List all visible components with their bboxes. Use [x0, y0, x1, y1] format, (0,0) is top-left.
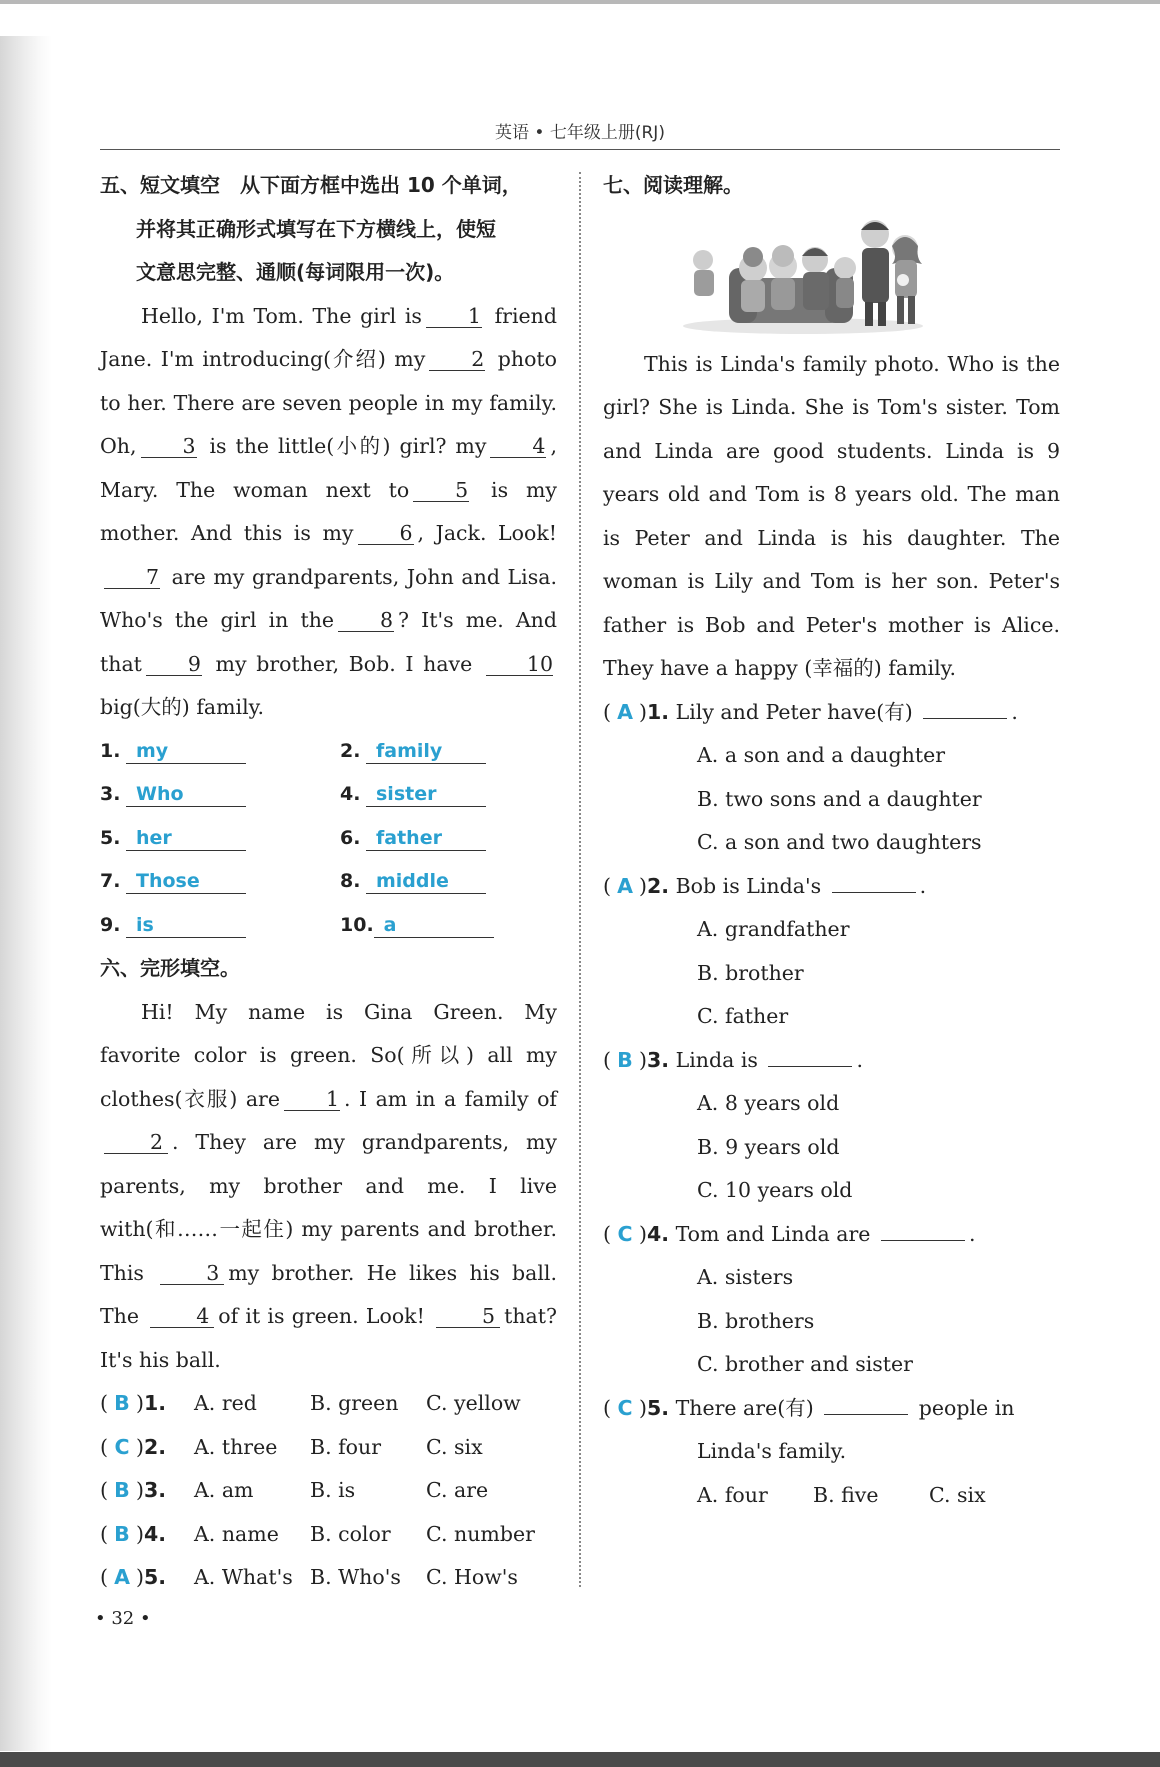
blank [923, 718, 1007, 719]
answer-field[interactable]: Who [126, 782, 246, 807]
reading-questions [603, 691, 1060, 1518]
option-b[interactable]: B. brothers [697, 1308, 815, 1333]
question-stem: ( C )5. There are(有) people in [603, 1387, 1060, 1431]
option-c[interactable]: C. number [426, 1521, 535, 1546]
blank: 1 [284, 1088, 340, 1111]
option-b[interactable]: B. five [813, 1482, 879, 1507]
answer-item: 7. Those [100, 860, 340, 904]
option-b[interactable]: B. color [310, 1521, 391, 1546]
header-rule [100, 149, 1060, 150]
option-a[interactable]: A. sisters [697, 1265, 794, 1289]
option-b[interactable]: B. 9 years old [697, 1134, 840, 1159]
option-a[interactable]: A. three [194, 1434, 278, 1459]
question-stem: ( C )4. Tom and Linda are . [603, 1213, 1060, 1257]
answer-choice[interactable]: B [114, 1391, 130, 1415]
reading-passage: This is Linda's family photo. Who is the girl? She is Linda. She is Tom's sister. Tom and Linda are good students. Linda is 9 years old and Tom is 8 years old. The man is Peter and Linda is his daughter. The woman is Lily and Tom is her son. Peter's father is Bob and Peter's mother is Alice. They have a happy (幸福的) family. [603, 351, 1060, 680]
answer-choice[interactable]: A [617, 873, 633, 898]
page-number: • 32 • [95, 1608, 151, 1629]
option-c[interactable]: C. How's [426, 1565, 518, 1589]
answer-field[interactable]: sister [366, 782, 486, 807]
blank: 2 [429, 348, 485, 371]
option-b[interactable]: B. is [310, 1478, 356, 1502]
blank: 10 [486, 653, 553, 676]
answer-item: 5. her [100, 817, 340, 861]
answer-item: 10. a [340, 904, 557, 948]
answer-item: 4. sister [340, 773, 557, 817]
blank: 9 [146, 653, 202, 676]
question-row: ( B )3. A. am B. is C. are [100, 1469, 557, 1513]
option-a[interactable]: A. four [697, 1482, 768, 1507]
family-illustration [603, 208, 1060, 343]
blank: 5 [413, 479, 469, 502]
answer-item: 6. father [340, 817, 557, 861]
option-c[interactable]: C. 10 years old [697, 1178, 853, 1202]
option-c[interactable]: C. yellow [426, 1391, 521, 1415]
section6-title: 六、完形填空。 [100, 956, 240, 980]
answer-field[interactable]: my [126, 739, 246, 764]
answer-field[interactable]: middle [366, 869, 486, 894]
answer-field[interactable]: family [366, 739, 486, 764]
answer-choice[interactable]: A [617, 699, 633, 724]
section5-passage: Hello, I'm Tom. The girl is 1 friend Jane. I'm introducing(介绍) my 2 photo to her. There are seven people in my family. Oh, 3 is the little(小的) girl? my 4 , Mary. The woman next to 5 is my mother. And this is my 6 , Jack. Look!7 are my grandparents, John and Lisa. Who's the girl in the 8 ? It's me. And that 9 my brother, Bob. I have 10 big(大的) family. [100, 303, 557, 719]
page-header: 英语 • 七年级上册(RJ) [495, 123, 665, 143]
answer-field[interactable]: father [366, 826, 486, 851]
answer-item: 2. family [340, 730, 557, 774]
option-b[interactable]: B. two sons and a daughter [697, 786, 982, 811]
option-a[interactable]: A. 8 years old [697, 1091, 840, 1115]
question-row: ( C )2. A. three B. four C. six [100, 1426, 557, 1470]
question-stem: ( A )2. Bob is Linda's . [603, 865, 1060, 909]
option-c[interactable]: C. father [697, 1004, 789, 1028]
blank: 3 [141, 435, 197, 458]
blank: 5 [436, 1305, 500, 1328]
answer-field[interactable]: a [374, 913, 494, 938]
blank: 2 [104, 1131, 168, 1154]
page-shadow [0, 36, 52, 1751]
question-row: ( A )5. A. What's B. Who's C. How's [100, 1556, 557, 1600]
option-a[interactable]: A. am [194, 1478, 254, 1502]
column-divider [579, 172, 581, 1587]
family-photo [603, 208, 1060, 343]
answer-choice[interactable]: C [617, 1395, 633, 1420]
blank [881, 1240, 965, 1241]
left-column [100, 164, 557, 1600]
answer-field[interactable]: her [126, 826, 246, 851]
answer-item: 3. Who [100, 773, 340, 817]
answer-item: 8. middle [340, 860, 557, 904]
blank: 1 [426, 305, 482, 328]
question-stem: ( B )3. Linda is . [603, 1039, 1060, 1083]
option-c[interactable]: C. six [929, 1482, 986, 1507]
answer-choice[interactable]: B [617, 1047, 633, 1072]
option-c[interactable]: C. brother and sister [697, 1352, 913, 1376]
bottom-bar [0, 1752, 1160, 1767]
option-c[interactable]: C. are [426, 1478, 489, 1502]
section6-passage: Hi! My name is Gina Green. My favorite color is green. So(所以) all my clothes(衣服) are 1 . I am in a family of 2 . They are my grandparents, my parents, my brother and me. I live with(和……一起住) my parents and brother. This 3 my brother. He likes his ball. The 4 of it is green. Look! 5 that? It's his ball. [100, 999, 558, 1372]
option-b[interactable]: B. green [310, 1391, 399, 1415]
right-column [603, 164, 1060, 1517]
top-border [0, 0, 1160, 4]
answer-choice[interactable]: C [114, 1434, 130, 1459]
option-a[interactable]: A. red [194, 1391, 257, 1415]
option-b[interactable]: B. four [310, 1434, 382, 1459]
question-stem-cont: Linda's family. [697, 1439, 847, 1463]
question-stem: ( A )1. Lily and Peter have(有) . [603, 691, 1060, 735]
answer-item: 9. is [100, 904, 340, 948]
blank: 4 [150, 1305, 214, 1328]
options-row [603, 1474, 1060, 1518]
blank: 7 [104, 566, 160, 589]
section5-answers [100, 730, 557, 948]
answer-choice[interactable]: B [114, 1521, 130, 1546]
answer-field[interactable]: Those [126, 869, 246, 894]
answer-item: 1. my [100, 730, 340, 774]
option-c[interactable]: C. six [426, 1434, 483, 1459]
blank [832, 892, 916, 893]
answer-choice[interactable]: B [114, 1478, 130, 1502]
option-b[interactable]: B. Who's [310, 1565, 401, 1589]
blank: 3 [160, 1262, 224, 1285]
blank: 4 [490, 435, 546, 458]
option-a[interactable]: A. a son and a daughter [697, 743, 946, 767]
option-a[interactable]: A. grandfather [697, 917, 850, 941]
section6-questions [100, 1382, 557, 1600]
option-c[interactable]: C. a son and two daughters [697, 830, 982, 854]
blank: 6 [358, 522, 414, 545]
answer-field[interactable]: is [126, 913, 246, 938]
option-a[interactable]: A. name [194, 1521, 279, 1546]
question-row: ( B )1. A. red B. green C. yellow [100, 1382, 557, 1426]
answer-choice[interactable]: A [114, 1565, 130, 1589]
blank: 8 [338, 609, 394, 632]
question-row: ( B )4. A. name B. color C. number [100, 1513, 557, 1557]
answer-choice[interactable]: C [617, 1221, 633, 1246]
section5-title: 五、短文填空 从下面方框中选出 10 个单词， 并将其正确形式填写在下方横线上，使短 文意思完整、通顺(每词限用一次)。 [100, 173, 522, 284]
option-a[interactable]: A. What's [194, 1565, 293, 1589]
blank [768, 1066, 852, 1067]
section7-title: 七、阅读理解。 [603, 173, 743, 197]
blank [824, 1414, 908, 1415]
option-b[interactable]: B. brother [697, 960, 804, 985]
